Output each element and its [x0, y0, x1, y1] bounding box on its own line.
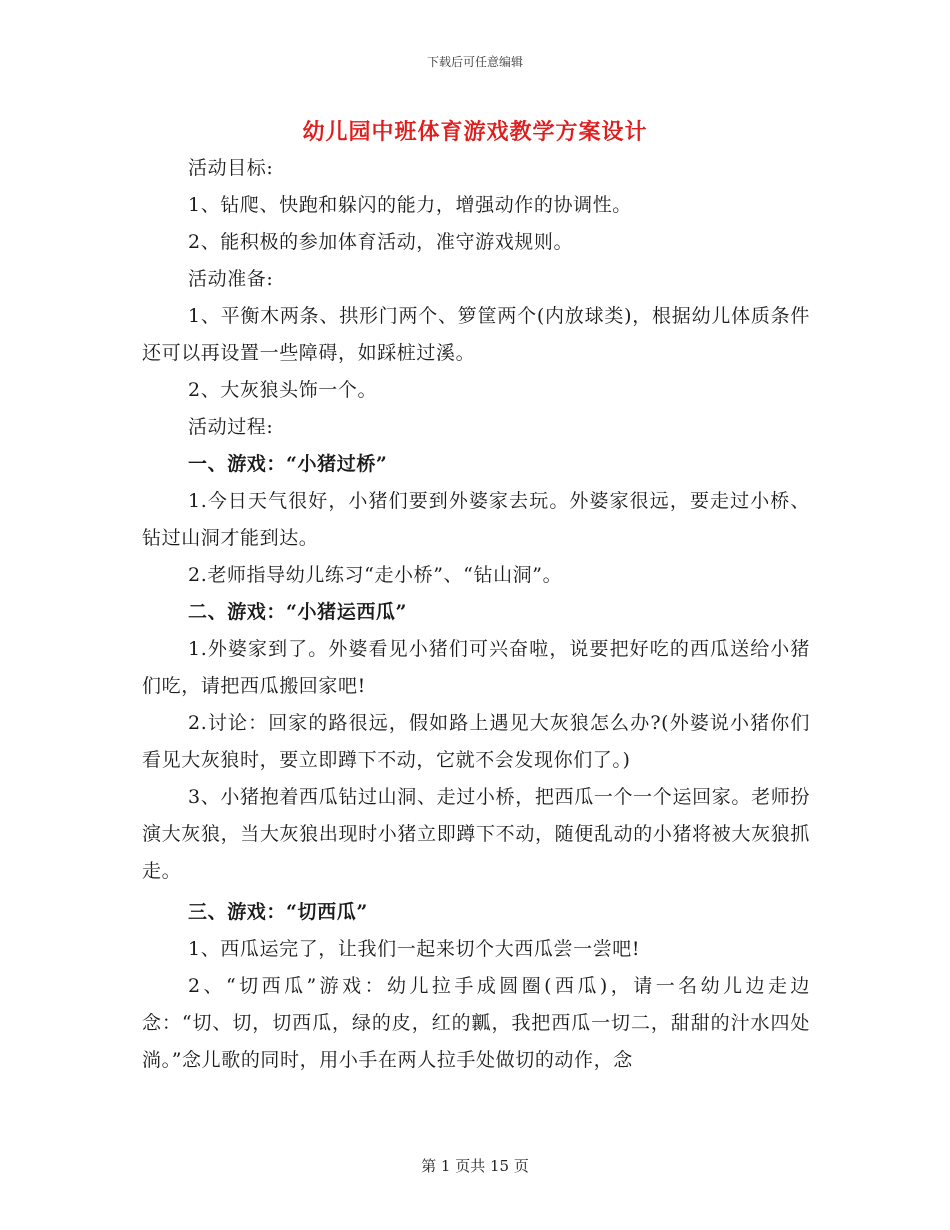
paragraph: 1.外婆家到了。外婆看见小猪们可兴奋啦，说要把好吃的西瓜送给小猪们吃，请把西瓜搬回家吧!: [142, 638, 810, 697]
paragraph: 2.老师指导幼儿练习“走小桥”、“钻山洞”。: [188, 564, 563, 586]
paragraph: 2、“切西瓜”游戏：幼儿拉手成圆圈(西瓜)，请一名幼儿边走边念：“切、切，切西瓜，绿的皮，红的瓤，我把西瓜一切二，甜甜的汁水四处淌。”念儿歌的同时，用小手在两人拉手处做切的动作，念: [142, 975, 810, 1071]
paragraph: 1、西瓜运完了，让我们一起来切个大西瓜尝一尝吧!: [188, 938, 641, 960]
paragraph: 2、能积极的参加体育活动，准守游戏规则。: [188, 231, 574, 253]
document-body: [142, 150, 810, 1079]
section-heading-preparation: 活动准备:: [188, 268, 274, 290]
section-heading-objectives: 活动目标:: [188, 157, 274, 179]
game-heading-2: 二、游戏：“小猪运西瓜”: [188, 601, 408, 623]
header-note: 下载后可任意编辑: [426, 55, 523, 69]
paragraph: 3、小猪抱着西瓜钻过山洞、走过小桥，把西瓜一个一个运回家。老师扮演大灰狼，当大灰狼出现时小猪立即蹲下不动，随便乱动的小猪将被大灰狼抓走。: [142, 786, 810, 882]
paragraph: 2.讨论：回家的路很远，假如路上遇见大灰狼怎么办?(外婆说小猪你们看见大灰狼时，要立即蹲下不动，它就不会发现你们了。): [142, 712, 810, 771]
document-title: 幼儿园中班体育游戏教学方案设计: [302, 119, 648, 145]
game-heading-3: 三、游戏：“切西瓜”: [188, 901, 368, 923]
paragraph: 1、平衡木两条、拱形门两个、箩筐两个(内放球类)，根据幼儿体质条件还可以再设置一些障碍，如踩桩过溪。: [142, 305, 810, 364]
section-heading-process: 活动过程:: [188, 416, 274, 438]
paragraph: 2、大灰狼头饰一个。: [188, 379, 378, 401]
game-heading-1: 一、游戏：“小猪过桥”: [188, 453, 388, 475]
page-number: 第 1 页共 15 页: [421, 1157, 529, 1175]
paragraph: 1.今日天气很好，小猪们要到外婆家去玩。外婆家很远，要走过小桥、钻过山洞才能到达。: [142, 490, 810, 549]
paragraph: 1、钻爬、快跑和躲闪的能力，增强动作的协调性。: [188, 194, 632, 216]
